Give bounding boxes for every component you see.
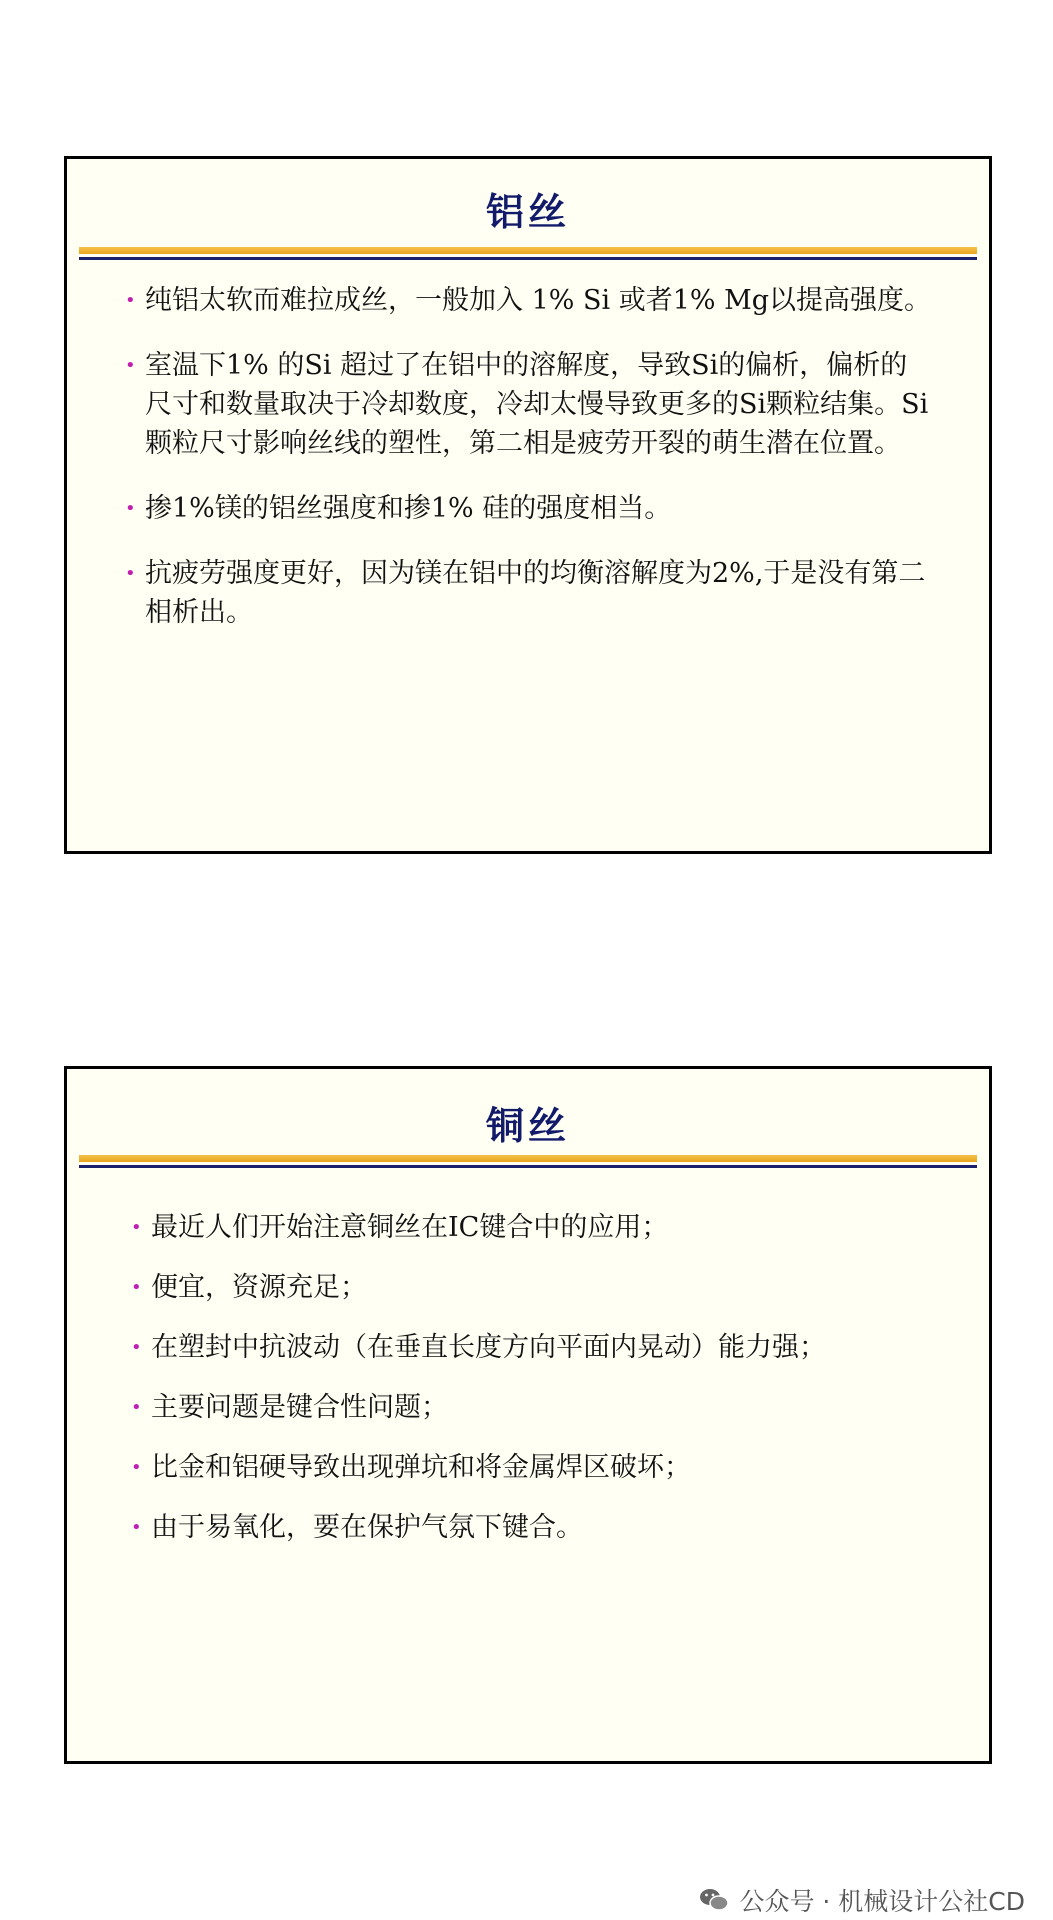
bullet-dot-icon: • (131, 1397, 142, 1418)
title-divider (79, 1155, 977, 1168)
list-item: • 便宜，资源充足； (151, 1267, 933, 1309)
watermark (699, 1882, 1025, 1918)
bullet-dot-icon: • (125, 355, 136, 376)
list-item: • 比金和铝硬导致出现弹坑和将金属焊区破坏； (151, 1447, 933, 1489)
bullet-dot-icon: • (131, 1217, 142, 1238)
bullet-dot-icon: • (131, 1457, 142, 1478)
bullet-dot-icon: • (125, 290, 136, 311)
list-item: • 由于易氧化，要在保护气氛下键合。 (151, 1507, 933, 1549)
watermark-text: 公众号 · 机械设计公社CD (739, 1887, 1025, 1916)
list-item: • 主要问题是键合性问题； (151, 1387, 933, 1429)
bullet-list (125, 281, 933, 658)
list-item: • 最近人们开始注意铜丝在IC键合中的应用； (151, 1207, 933, 1249)
slide-copper-wire (64, 1066, 992, 1764)
bullet-list (131, 1207, 933, 1567)
slide-aluminum-wire (64, 156, 992, 854)
list-item: • 纯铝太软而难拉成丝，一般加入 1% Si 或者1% Mg以提高强度。 (145, 281, 933, 320)
wechat-icon (699, 1887, 729, 1913)
bullet-dot-icon: • (125, 563, 136, 584)
bullet-dot-icon: • (131, 1337, 142, 1358)
bullet-dot-icon: • (125, 498, 136, 519)
title-divider (79, 247, 977, 260)
slide-title: 铝丝 (485, 190, 570, 234)
slide-title: 铜丝 (485, 1104, 570, 1148)
list-item: • 抗疲劳强度更好，因为镁在铝中的均衡溶解度为2%,于是没有第二相析出。 (145, 554, 933, 632)
list-item: • 室温下1% 的Si 超过了在铝中的溶解度，导致Si的偏析，偏析的尺寸和数量取决于冷却数度，冷却太慢导致更多的Si颗粒结集。Si颗粒尺寸影响丝线的塑性，第二相是疲劳开裂的萌生潜在位置。 (145, 346, 933, 463)
list-item: • 掺1%镁的铝丝强度和掺1% 硅的强度相当。 (145, 489, 933, 528)
bullet-dot-icon: • (131, 1277, 142, 1298)
bullet-dot-icon: • (131, 1517, 142, 1538)
list-item: • 在塑封中抗波动（在垂直长度方向平面内晃动）能力强； (151, 1327, 933, 1369)
